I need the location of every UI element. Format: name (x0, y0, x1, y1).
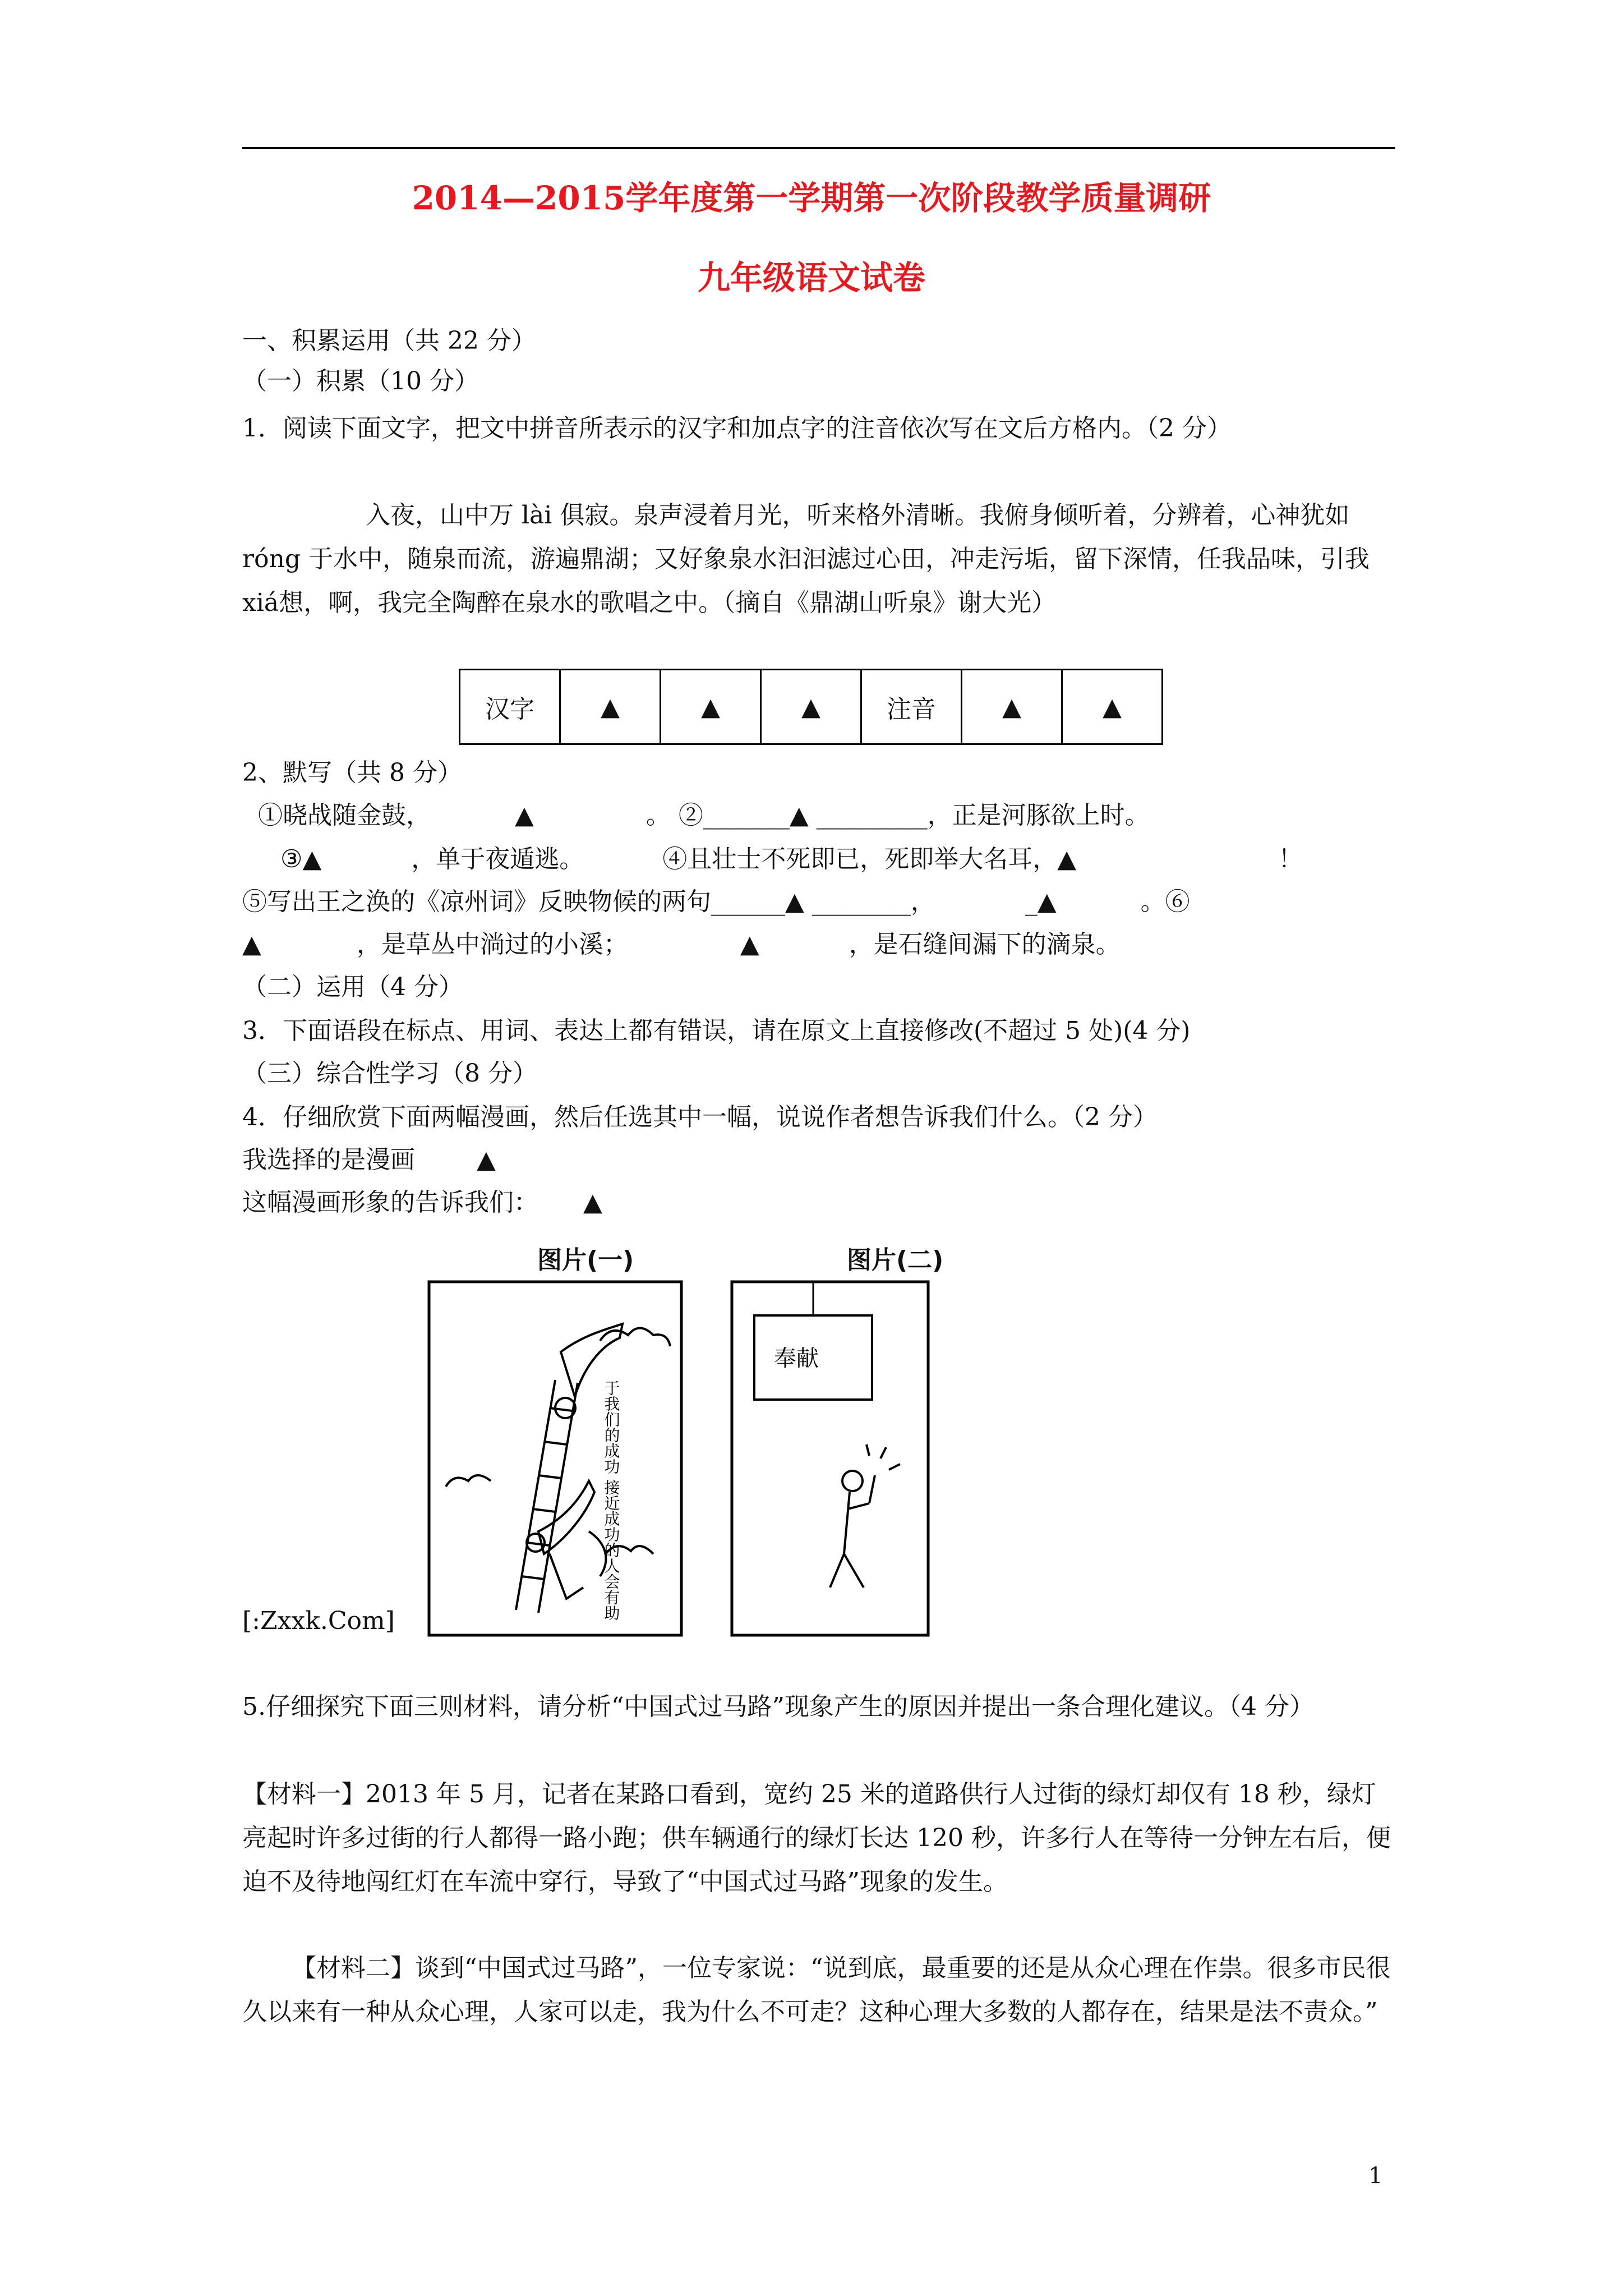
dictation-line: ⑤写出王之涣的《凉州词》反映物候的两句______▲ ________， _▲ 。⑥ (242, 887, 1190, 916)
answer-cell[interactable]: ▲ (962, 670, 1062, 744)
answer-cell[interactable]: ▲ (560, 670, 661, 744)
cartoon-1-text: 于我们的成功 接近成功的人会有助 (602, 1380, 621, 1621)
question-5-stem: 5.仔细探究下面三则材料，请分析“中国式过马路”现象产生的原因并提出一条合理化建议。（4 分） (242, 1692, 1314, 1721)
cartoon-1-label: 图片(一) (537, 1246, 634, 1274)
question-4-choice: 我选择的是漫画 ▲ (242, 1145, 496, 1174)
page-number: 1 (1368, 2163, 1383, 2189)
material-2: 【材料二】谈到“中国式过马路”，一位专家说：“说到底，最重要的还是从众心理在作祟。很多市民很久以来有一种从众心理，人家可以走，我为什么不可走？这种心理大多数的人都存在，结果是法不责众。” (242, 1954, 1391, 2026)
answer-cell[interactable]: ▲ (1062, 670, 1163, 744)
question-4-stem: 4．仔细欣赏下面两幅漫画，然后任选其中一幅，说说作者想告诉我们什么。（2 分） (242, 1103, 1158, 1131)
subsection-heading: （一）积累（10 分） (242, 367, 479, 395)
question-1-passage: 入夜，山中万 lài 俱寂。泉声浸着月光，听来格外清晰。我俯身倾听着，分辨着，心神犹如 róng 于水中，随泉而流，游遍鼎湖；又好象泉水汩汩滤过心田，冲走污垢，留下深情，任我品味，引我 xiá想，啊，我完全陶醉在泉水的歌唱之中。（摘自《鼎湖山听泉》谢大光） (242, 501, 1370, 617)
answer-cell: 汉字 (460, 670, 560, 744)
cartoon-2-sign: 奉献 (774, 1346, 819, 1372)
top-rule (242, 147, 1395, 149)
question-4-tell: 这幅漫画形象的告诉我们： ▲ (242, 1188, 602, 1217)
question-3-stem: 3．下面语段在标点、用词、表达上都有错误，请在原文上直接修改(不超过 5 处)(4 分) (242, 1016, 1191, 1045)
answer-cell: 注音 (861, 670, 962, 744)
answer-cell[interactable]: ▲ (761, 670, 861, 744)
question-1-stem: 1．阅读下面文字，把文中拼音所表示的汉字和加点字的注音依次写在文后方格内。（2 分） (242, 414, 1232, 443)
answer-cell[interactable]: ▲ (661, 670, 761, 744)
dictation-line: ▲ ，是草丛中淌过的小溪； ▲ ，是石缝间漏下的滴泉。 (242, 930, 1121, 959)
subsection-heading: （二）运用（4 分） (242, 973, 463, 1001)
subsection-heading: （三）综合性学习（8 分） (242, 1059, 537, 1088)
page-subtitle: 九年级语文试卷 (697, 259, 925, 297)
material-1: 【材料一】2013 年 5 月，记者在某路口看到，宽约 25 米的道路供行人过街的绿灯却仅有 18 秒，绿灯亮起时许多过街的行人都得一路小跑；供车辆通行的绿灯长达 120 秒，许多行人在等待一分钟左右后，便迫不及待地闯红灯在车流中穿行，导致了“中国式过马路”现象的发生。 (242, 1780, 1391, 1896)
section-heading: 一、积累运用（共 22 分） (242, 326, 536, 355)
answer-table (459, 669, 1163, 745)
cartoon-figure (421, 1240, 1004, 1644)
dictation-line: ①晓战随金鼓， ▲ 。 ②_______▲ _________，正是河豚欲上时。 (258, 801, 1150, 830)
dictation-line: ③▲ ，单于夜遁逃。 ④且壮士不死即已，死即举大名耳，▲ ！ (280, 845, 1303, 873)
cartoon-2-label: 图片(二) (847, 1246, 944, 1274)
image-source: [:Zxxk.Com] (242, 1607, 395, 1635)
cartoon-drawings (421, 1240, 1004, 1644)
page-title: 2014—2015学年度第一学期第一次阶段教学质量调研 (412, 179, 1211, 217)
question-2-heading: 2、默写（共 8 分） (242, 758, 462, 787)
